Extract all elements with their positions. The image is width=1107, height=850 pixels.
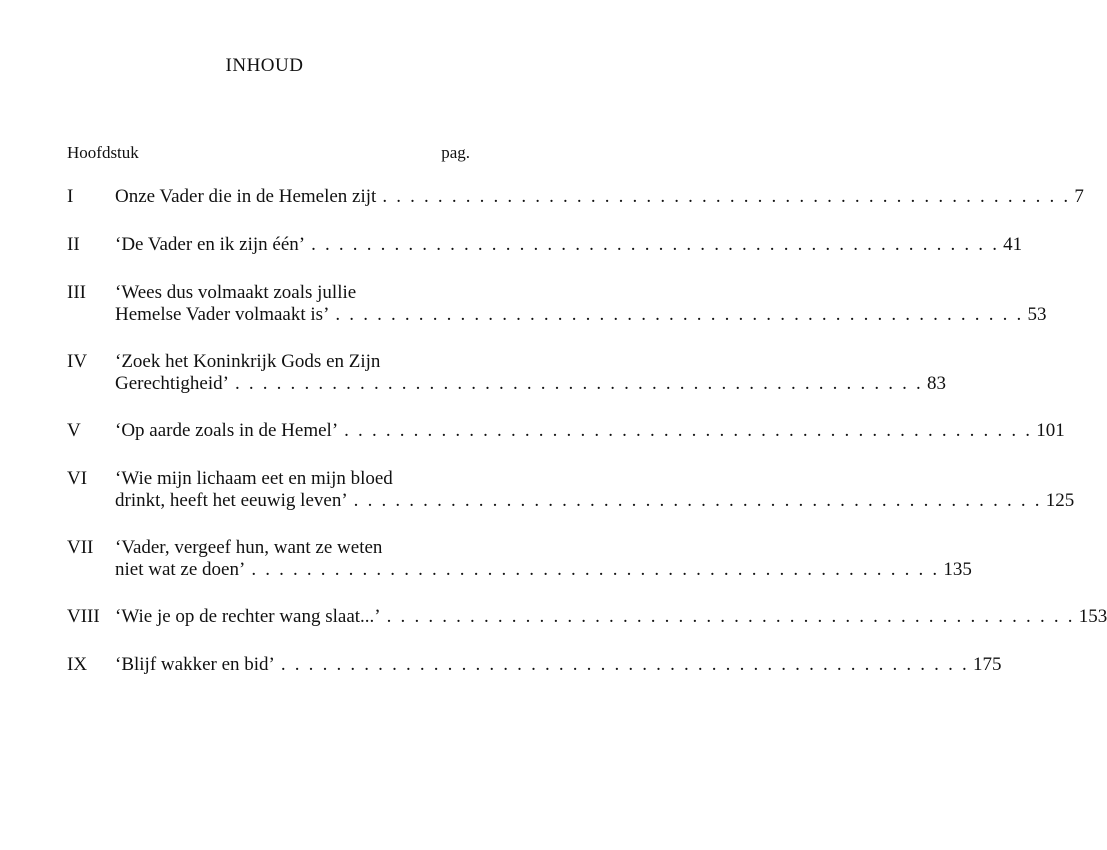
chapter-title-text: Hemelse Vader volmaakt is’ xyxy=(115,304,330,325)
toc-entry xyxy=(67,654,1002,676)
chapter-title-text: ‘Wie je op de rechter wang slaat...’ xyxy=(115,606,381,627)
chapter-number: III xyxy=(67,282,86,303)
chapter-title xyxy=(115,420,1065,442)
dot-leader: . . . . . . . . . . . . . . . . . . . . . . . . . . . . . . . . . . . . . . . . . . . . . . . . . . xyxy=(251,559,940,580)
chapter-column-label: Hoofdstuk xyxy=(67,143,139,162)
toc-entry xyxy=(67,186,1084,208)
chapter-number: I xyxy=(67,186,74,207)
chapter-number: IX xyxy=(67,654,88,675)
chapter-title xyxy=(115,654,1002,676)
chapter-title-line: drinkt, heeft het eeuwig leven’ . . . . . . . . . . . . . . . . . . . . . . . . . . . . . . . . . . . . . . . . . . . . . . . . . . 125 xyxy=(115,490,1075,511)
chapter-title-line xyxy=(115,351,470,373)
chapter-title xyxy=(115,606,1107,628)
chapter-title-line xyxy=(115,537,470,559)
chapter-title xyxy=(115,234,1023,256)
chapter-number: VIII xyxy=(67,606,100,627)
chapter-title-text: ‘Blijf wakker en bid’ xyxy=(115,654,275,675)
dot-leader: . . . . . . . . . . . . . . . . . . . . . . . . . . . . . . . . . . . . . . . . . . . . . . . . . . xyxy=(335,304,1024,325)
toc-entry xyxy=(67,606,1107,628)
chapter-title-text: ‘Vader, vergeef hun, want ze weten xyxy=(115,537,383,558)
dot-leader: . . . . . . . . . . . . . . . . . . . . . . . . . . . . . . . . . . . . . . . . . . . . . . . . . . xyxy=(234,373,924,394)
toc-entry xyxy=(67,234,1023,256)
chapter-title xyxy=(115,186,1084,208)
page-title: INHOUD xyxy=(225,55,304,76)
chapter-title-line: Gerechtigheid’ . . . . . . . . . . . . . . . . . . . . . . . . . . . . . . . . . . . . . . . . . . . . . . . . . . 83 xyxy=(115,373,947,394)
dot-leader: . . . . . . . . . . . . . . . . . . . . . . . . . . . . . . . . . . . . . . . . . . . . . . . . . . xyxy=(344,420,1033,441)
chapter-title-text: niet wat ze doen’ xyxy=(115,559,246,580)
page-column-label: pag. xyxy=(441,143,470,162)
chapter-number: V xyxy=(67,420,81,441)
chapter-title xyxy=(115,351,947,395)
chapter-title-line xyxy=(115,282,470,304)
chapter-number: IV xyxy=(67,351,88,372)
chapter-number: VI xyxy=(67,468,88,489)
dot-leader: . . . . . . . . . . . . . . . . . . . . . . . . . . . . . . . . . . . . . . . . . . . . . . . . . . xyxy=(382,186,1071,207)
toc-entry xyxy=(67,537,972,581)
chapter-title-line: ‘Blijf wakker en bid’ . . . . . . . . . . . . . . . . . . . . . . . . . . . . . . . . . . . . . . . . . . . . . . . . . . 175 xyxy=(115,654,1002,675)
chapter-title-line xyxy=(115,468,470,490)
chapter-title xyxy=(115,537,972,581)
chapter-number: II xyxy=(67,234,80,255)
chapter-title-text: drinkt, heeft het eeuwig leven’ xyxy=(115,490,348,511)
chapter-title-line: ‘Wie je op de rechter wang slaat...’ . . . . . . . . . . . . . . . . . . . . . . . . . . . . . . . . . . . . . . . . . . . . . . . . . . 153 xyxy=(115,606,1107,627)
chapter-title-line: niet wat ze doen’ . . . . . . . . . . . . . . . . . . . . . . . . . . . . . . . . . . . . . . . . . . . . . . . . . . 135 xyxy=(115,559,972,580)
toc-entry xyxy=(67,468,1075,512)
toc-entry xyxy=(67,420,1065,442)
dot-leader: . . . . . . . . . . . . . . . . . . . . . . . . . . . . . . . . . . . . . . . . . . . . . . . . . . xyxy=(386,606,1075,627)
chapter-title-text: ‘Zoek het Koninkrijk Gods en Zijn xyxy=(115,351,381,372)
chapter-title-text: ‘Wie mijn lichaam eet en mijn bloed xyxy=(115,468,393,489)
chapter-title-text: ‘De Vader en ik zijn één’ xyxy=(115,234,306,255)
chapter-title xyxy=(115,468,1075,512)
toc-entry xyxy=(67,282,1047,326)
chapter-title-line: ‘Op aarde zoals in de Hemel’ . . . . . . . . . . . . . . . . . . . . . . . . . . . . . . . . . . . . . . . . . . . . . . . . . . 101 xyxy=(115,420,1065,441)
chapter-title-text: ‘Op aarde zoals in de Hemel’ xyxy=(115,420,339,441)
chapter-title-line: ‘De Vader en ik zijn één’ . . . . . . . . . . . . . . . . . . . . . . . . . . . . . . . . . . . . . . . . . . . . . . . . . . 41 xyxy=(115,234,1023,255)
dot-leader: . . . . . . . . . . . . . . . . . . . . . . . . . . . . . . . . . . . . . . . . . . . . . . . . . . xyxy=(280,654,969,675)
chapter-title-text: Gerechtigheid’ xyxy=(115,373,229,394)
chapter-title xyxy=(115,282,1047,326)
chapter-title-text: Onze Vader die in de Hemelen zijt xyxy=(115,186,377,207)
chapter-title-line: Onze Vader die in de Hemelen zijt . . . . . . . . . . . . . . . . . . . . . . . . . . . . . . . . . . . . . . . . . . . . . . . . . . 7 xyxy=(115,186,1084,207)
chapter-number: VII xyxy=(67,537,94,558)
chapter-title-text: ‘Wees dus volmaakt zoals jullie xyxy=(115,282,357,303)
chapter-title-line: Hemelse Vader volmaakt is’ . . . . . . . . . . . . . . . . . . . . . . . . . . . . . . . . . . . . . . . . . . . . . . . . . . 53 xyxy=(115,304,1047,325)
dot-leader: . . . . . . . . . . . . . . . . . . . . . . . . . . . . . . . . . . . . . . . . . . . . . . . . . . xyxy=(311,234,1000,255)
toc-entry xyxy=(67,351,947,395)
dot-leader: . . . . . . . . . . . . . . . . . . . . . . . . . . . . . . . . . . . . . . . . . . . . . . . . . . xyxy=(353,490,1042,511)
